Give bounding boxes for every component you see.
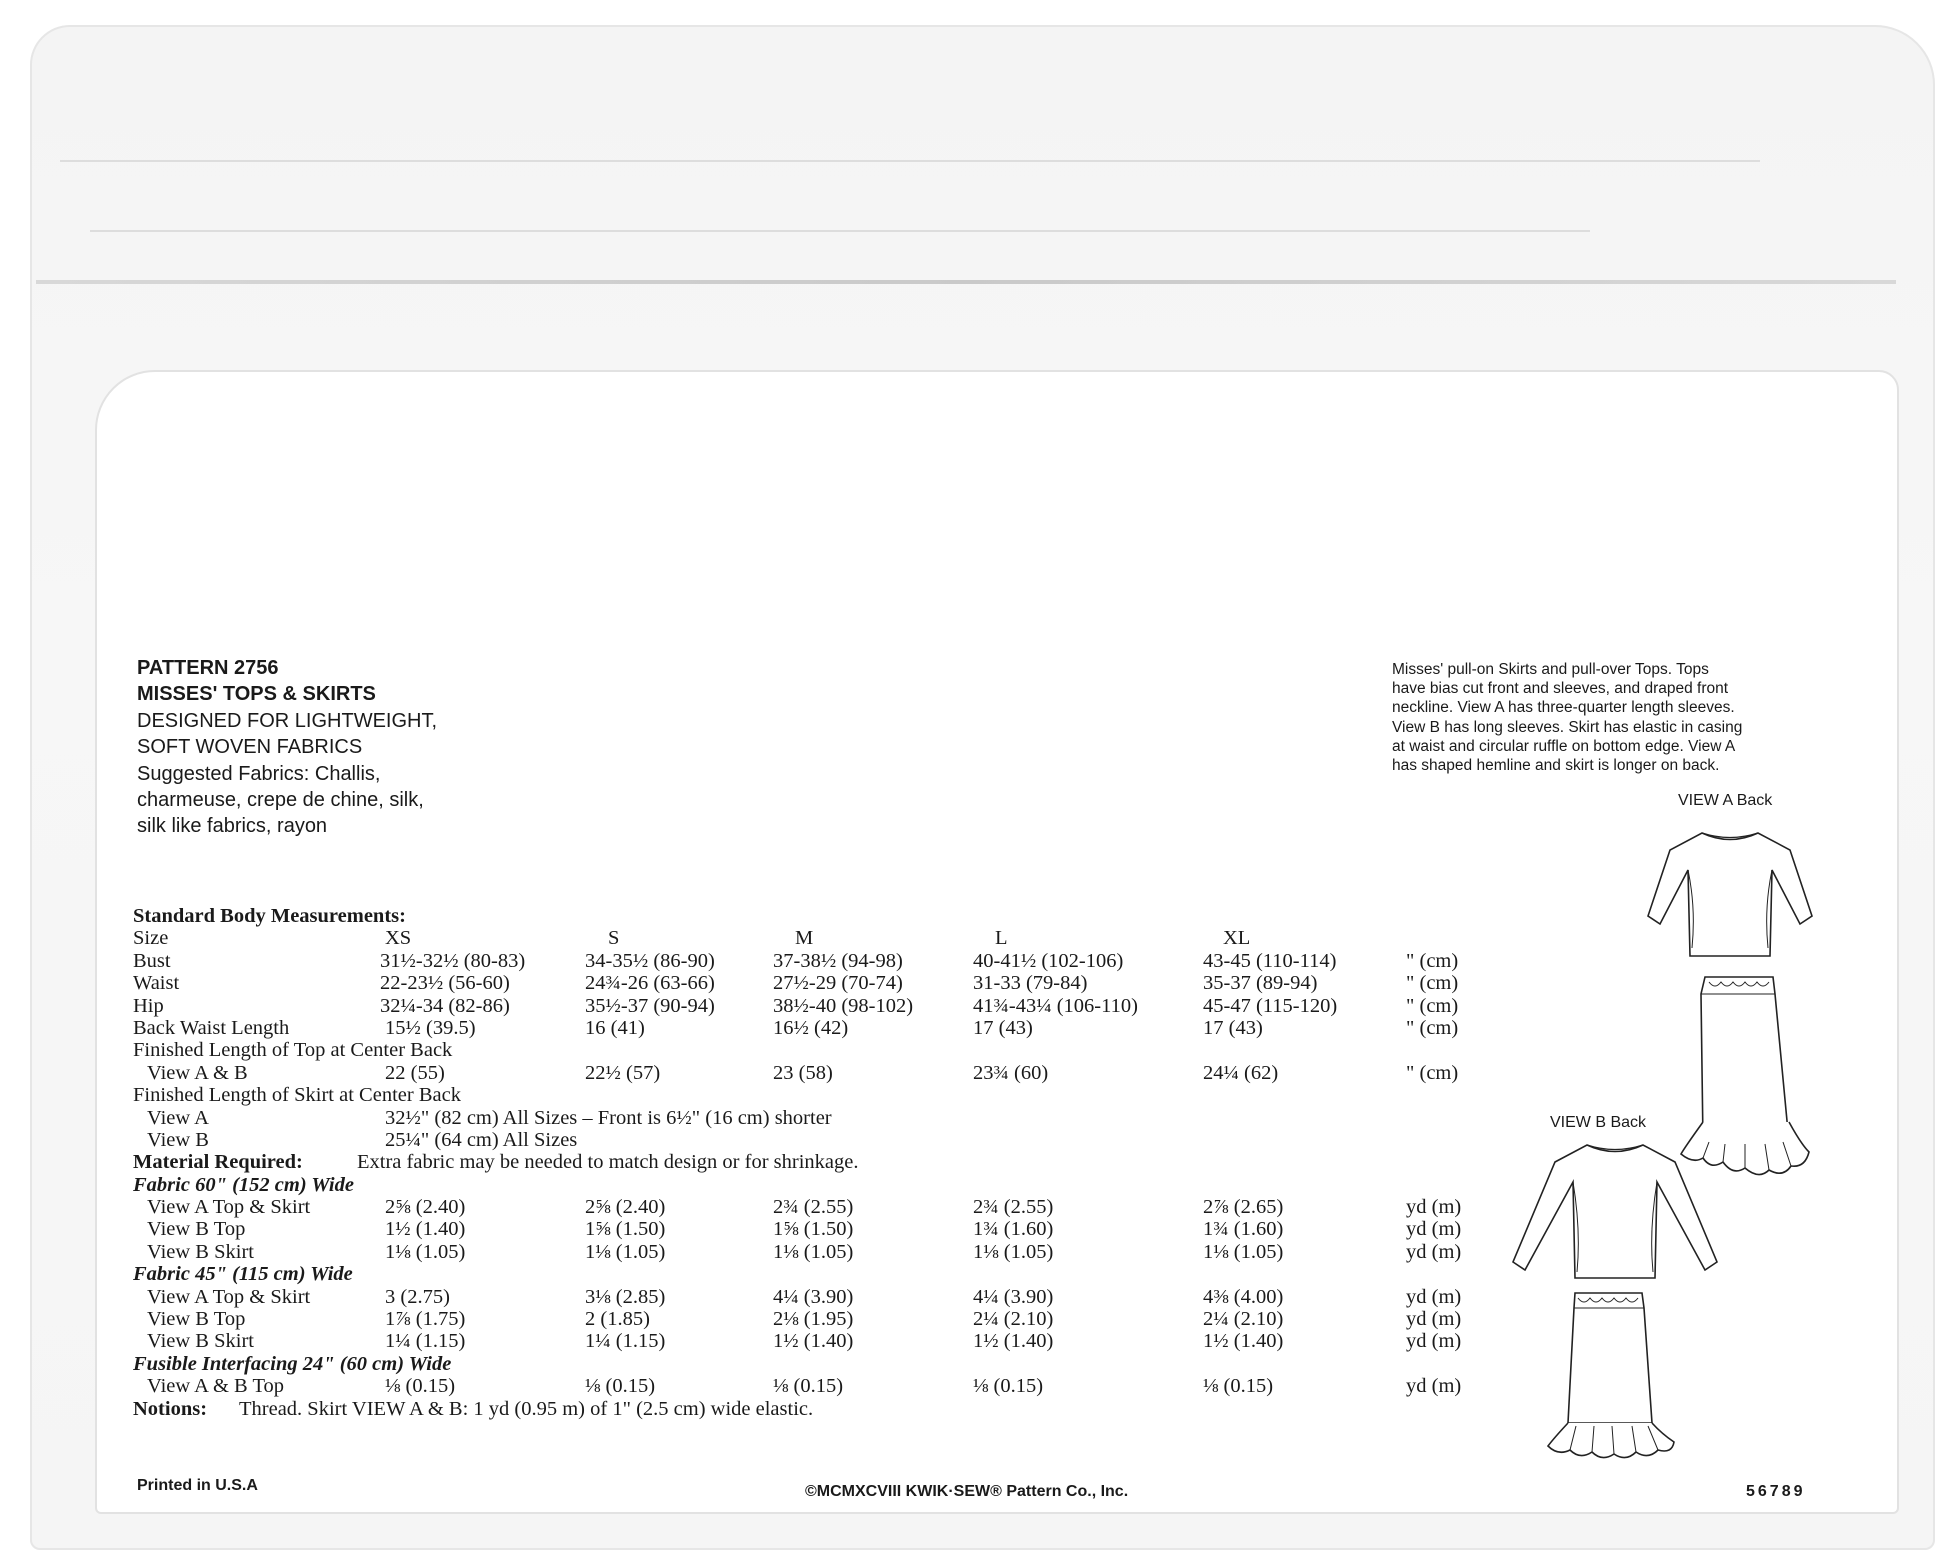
skirt-length-title: Finished Length of Skirt at Center Back [133, 1084, 461, 1107]
unit: yd (m) [1406, 1375, 1462, 1398]
cell: 1⅝ (1.50) [773, 1218, 854, 1241]
cell: 2⅛ (1.95) [773, 1308, 854, 1331]
cell: 16 (41) [585, 1016, 645, 1039]
cell: 1⅛ (1.05) [385, 1240, 466, 1263]
cell: ⅛ (0.15) [385, 1375, 456, 1398]
cell: 37-38½ (94-98) [773, 949, 903, 972]
cell: 2⅝ (2.40) [385, 1196, 466, 1219]
paper-crease [90, 230, 1590, 232]
cell: 32¼-34 (82-86) [380, 994, 510, 1017]
cell: 2¾ (2.55) [773, 1196, 854, 1219]
cell: 38½-40 (98-102) [773, 994, 914, 1017]
top-length-title: Finished Length of Top at Center Back [133, 1039, 453, 1062]
description-line: neckline. View A has three-quarter length sleeves. [1392, 699, 1735, 717]
cell: 2¾ (2.55) [973, 1196, 1054, 1219]
cell: 23¾ (60) [973, 1061, 1049, 1084]
view-a-top-sketch [1640, 828, 1820, 963]
flap-fold [36, 280, 1896, 284]
description-line: has shaped hemline and skirt is longer on back. [1392, 757, 1720, 775]
cell: 35½-37 (90-94) [585, 994, 715, 1017]
paper-crease [60, 160, 1760, 162]
cell: 24¾-26 (63-66) [585, 972, 715, 995]
cell: 41¾-43¼ (106-110) [973, 994, 1138, 1017]
description-line: at waist and circular ruffle on bottom edge. View A [1392, 737, 1736, 755]
copyright: ©MCMXCVIII KWIK·SEW® Pattern Co., Inc. [805, 1483, 1129, 1500]
unit: yd (m) [1406, 1196, 1462, 1219]
cell: 1⅛ (1.05) [585, 1240, 666, 1263]
unit: yd (m) [1406, 1240, 1462, 1263]
cell: 2⅞ (2.65) [1203, 1196, 1284, 1219]
cell: ⅛ (0.15) [585, 1375, 656, 1398]
row-label: Waist [133, 972, 180, 995]
cell: 4⅜ (4.00) [1203, 1285, 1284, 1308]
cell: 22-23½ (56-60) [380, 972, 510, 995]
size-xs: XS [385, 927, 412, 950]
material-title: Material Required: [133, 1151, 303, 1174]
row-label: View B Top [147, 1308, 246, 1331]
cell: 1¼ (1.15) [385, 1330, 466, 1353]
view-b-label: VIEW B Back [1550, 1114, 1647, 1131]
cell: 15½ (39.5) [385, 1016, 476, 1039]
row-label: View A [147, 1106, 209, 1129]
description-line: View B has long sleeves. Skirt has elastic in casing [1392, 718, 1743, 736]
size-s: S [608, 927, 620, 950]
description-line: Misses' pull-on Skirts and pull-over Tops. Tops [1392, 661, 1709, 678]
design-line-1: DESIGNED FOR LIGHTWEIGHT, [137, 709, 438, 732]
cell: 4¼ (3.90) [973, 1285, 1054, 1308]
cell: 1¼ (1.15) [585, 1330, 666, 1353]
row-label: View B [147, 1128, 209, 1151]
cell: 2⅝ (2.40) [585, 1196, 666, 1219]
unit: " (cm) [1406, 949, 1459, 972]
cell: 1¾ (1.60) [1203, 1218, 1284, 1241]
size-l: L [995, 927, 1008, 950]
cell: ⅛ (0.15) [773, 1375, 844, 1398]
cell: 1½ (1.40) [385, 1218, 466, 1241]
cell: 17 (43) [973, 1016, 1033, 1039]
cell: 1⅞ (1.75) [385, 1308, 466, 1331]
cell: 23 (58) [773, 1061, 833, 1084]
cell: 3⅛ (2.85) [585, 1285, 666, 1308]
cell: 17 (43) [1203, 1016, 1263, 1039]
notions-text: Thread. Skirt VIEW A & B: 1 yd (0.95 m) of 1" (2.5 cm) wide elastic. [239, 1397, 814, 1420]
pattern-header [137, 655, 437, 840]
cell: 1⅛ (1.05) [1203, 1240, 1284, 1263]
description-line: have bias cut front and sleeves, and draped front [1392, 680, 1729, 698]
cell: 35-37 (89-94) [1203, 972, 1318, 995]
unit: yd (m) [1406, 1285, 1462, 1308]
row-label: View B Skirt [147, 1330, 254, 1353]
row-label: View A Top & Skirt [147, 1285, 311, 1308]
cell: 34-35½ (86-90) [585, 949, 715, 972]
fabrics-line-3: silk like fabrics, rayon [137, 815, 328, 838]
view-a-label: VIEW A Back [1678, 792, 1773, 809]
unit: " (cm) [1406, 1061, 1459, 1084]
row-label: Back Waist Length [133, 1016, 290, 1039]
row-label: View B Top [147, 1218, 246, 1241]
notions-title: Notions: [133, 1397, 208, 1420]
cell: 1½ (1.40) [1203, 1330, 1284, 1353]
unit: yd (m) [1406, 1308, 1462, 1331]
cell: 16½ (42) [773, 1016, 849, 1039]
unit: " (cm) [1406, 994, 1459, 1017]
cell: 3 (2.75) [385, 1285, 450, 1308]
interfacing-title: Fusible Interfacing 24" (60 cm) Wide [133, 1352, 452, 1375]
cell: 1¾ (1.60) [973, 1218, 1054, 1241]
cell: 40-41½ (102-106) [973, 949, 1124, 972]
cell: 31½-32½ (80-83) [380, 949, 526, 972]
cell: 32½" (82 cm) All Sizes – Front is 6½" (16 cm) shorter [385, 1106, 832, 1129]
printed-in: Printed in U.S.A [137, 1477, 258, 1494]
cell: 2¼ (2.10) [1203, 1308, 1284, 1331]
design-line-2: SOFT WOVEN FABRICS [137, 736, 363, 759]
cell: 31-33 (79-84) [973, 972, 1088, 995]
unit: yd (m) [1406, 1218, 1462, 1241]
cell: 1½ (1.40) [973, 1330, 1054, 1353]
unit: " (cm) [1406, 972, 1459, 995]
cell: 2 (1.85) [585, 1308, 650, 1331]
size-xl: XL [1223, 927, 1251, 950]
fabrics-line-2: charmeuse, crepe de chine, silk, [137, 788, 424, 811]
fabric60-title: Fabric 60" (152 cm) Wide [133, 1173, 354, 1196]
cell: 43-45 (110-114) [1203, 949, 1337, 972]
cell: 1½ (1.40) [773, 1330, 854, 1353]
cell: 2¼ (2.10) [973, 1308, 1054, 1331]
row-label: View A Top & Skirt [147, 1196, 311, 1219]
pattern-description [1392, 660, 1852, 775]
pattern-title: MISSES' TOPS & SKIRTS [137, 683, 376, 706]
row-label: View A & B Top [147, 1375, 285, 1398]
cell: 4¼ (3.90) [773, 1285, 854, 1308]
product-code: 56789 [1746, 1483, 1806, 1500]
cell: 27½-29 (70-74) [773, 972, 903, 995]
cell: ⅛ (0.15) [1203, 1375, 1274, 1398]
cell: 22 (55) [385, 1061, 445, 1084]
cell: 25¼" (64 cm) All Sizes [385, 1128, 578, 1151]
view-b-skirt-sketch [1540, 1288, 1680, 1463]
cell: 24¼ (62) [1203, 1061, 1279, 1084]
row-label: Bust [133, 949, 171, 972]
row-label: View B Skirt [147, 1240, 254, 1263]
view-b-top-sketch [1505, 1140, 1725, 1285]
unit: " (cm) [1406, 1016, 1459, 1039]
row-label: View A & B [147, 1061, 248, 1084]
cell: ⅛ (0.15) [973, 1375, 1044, 1398]
cell: 1⅝ (1.50) [585, 1218, 666, 1241]
size-label: Size [133, 927, 169, 950]
cell: 1⅛ (1.05) [973, 1240, 1054, 1263]
standard-title: Standard Body Measurements: [133, 905, 406, 927]
cell: 1⅛ (1.05) [773, 1240, 854, 1263]
cell: 45-47 (115-120) [1203, 994, 1338, 1017]
unit: yd (m) [1406, 1330, 1462, 1353]
size-m: M [795, 927, 814, 950]
pattern-number: PATTERN 2756 [137, 657, 279, 679]
row-label: Hip [133, 994, 164, 1017]
material-note: Extra fabric may be needed to match design or for shrinkage. [357, 1151, 859, 1174]
fabrics-line-1: Suggested Fabrics: Challis, [137, 762, 381, 785]
cell: 22½ (57) [585, 1061, 661, 1084]
fabric45-title: Fabric 45" (115 cm) Wide [133, 1263, 353, 1286]
